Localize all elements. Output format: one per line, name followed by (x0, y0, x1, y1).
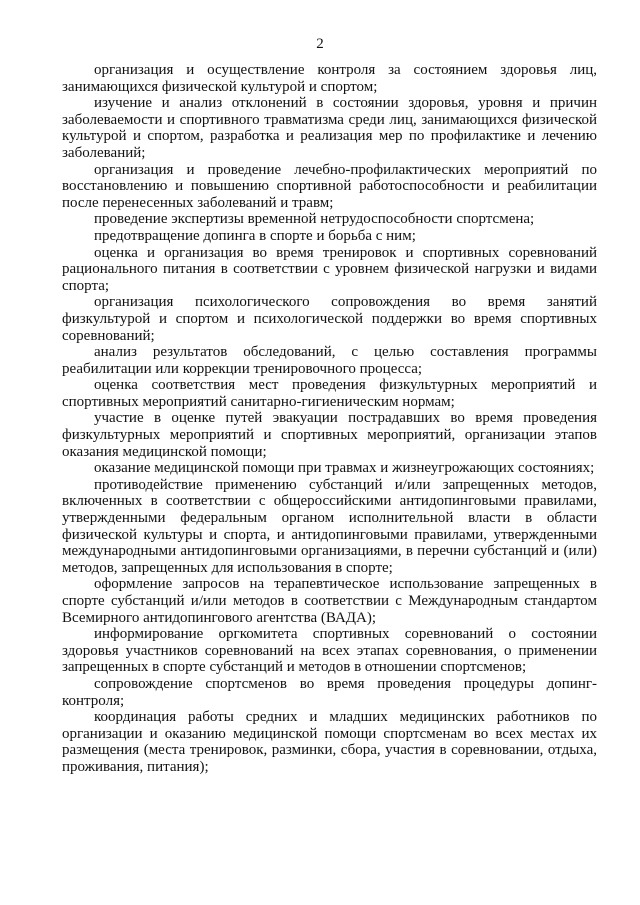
list-item: анализ результатов обследований, с целью составления программы реабилитации или коррекции тренировочного процесса; (62, 344, 597, 377)
list-item: противодействие применению субстанций и/или запрещенных методов, включенных в соответствии с общероссийскими антидопинговыми правилами, утвержденными федеральным органом исполнительной власти в области физической культуры и спорта, и антидопинговыми правилами, утвержденными международными антидопинговыми организациями, в перечни субстанций и (или) методов, запрещенных для использования в спорте; (62, 476, 597, 576)
list-item: сопровождение спортсменов во время проведения процедуры допинг-контроля; (62, 675, 597, 709)
list-item: организация психологического сопровождения во время занятий физкультурой и спортом и психологической поддержки во время спортивных соревнований; (62, 294, 597, 344)
list-item: оказание медицинской помощи при травмах и жизнеугрожающих состояниях; (94, 460, 595, 477)
list-item: оценка соответствия мест проведения физкультурных мероприятий и спортивных мероприятий санитарно-гигиеническим нормам; (62, 377, 597, 410)
list-item: предотвращение допинга в спорте и борьба с ним; (94, 227, 416, 244)
list-item: оформление запросов на терапевтическое использование запрещенных в спорте субстанций и/или методов в соответствии с Международным стандартом Всемирного антидопингового агентства (ВАДА); (62, 576, 597, 626)
page-number: 2 (316, 36, 324, 52)
list-item: оценка и организация во время тренировок и спортивных соревнований рационального питания в соответствии с уровнем физической нагрузки и видами спорта; (62, 244, 597, 294)
list-item: организация и осуществление контроля за состоянием здоровья лиц, занимающихся физической культурой и спортом; (62, 62, 597, 95)
list-item: информирование оргкомитета спортивных соревнований о состоянии здоровья участников соревнований на всех этапах соревнования, о применении запрещенных в спорте субстанций и методов в отношении спортсменов; (62, 626, 597, 676)
list-item: организация и проведение лечебно-профилактических мероприятий по восстановлению и повышению спортивной работоспособности и реабилитации после перенесенных заболеваний и травм; (62, 161, 597, 211)
document-body (62, 62, 597, 776)
list-item: проведение экспертизы временной нетрудоспособности спортсмена; (94, 211, 535, 228)
list-item: координация работы средних и младших медицинских работников по организации и оказанию медицинской помощи спортсменам во всех местах их размещения (места тренировок, разминки, сбора, участия в соревновании, отдыха, проживания, питания); (62, 709, 597, 775)
list-item: участие в оценке путей эвакуации пострадавших во время проведения физкультурных мероприятий и спортивных мероприятий, организации этапов оказания медицинской помощи; (62, 410, 597, 460)
list-item: изучение и анализ отклонений в состоянии здоровья, уровня и причин заболеваемости и спортивного травматизма среди лиц, занимающихся физической культурой и спортом, разработка и реализация мер по профилактике и лечению заболеваний; (62, 95, 597, 161)
